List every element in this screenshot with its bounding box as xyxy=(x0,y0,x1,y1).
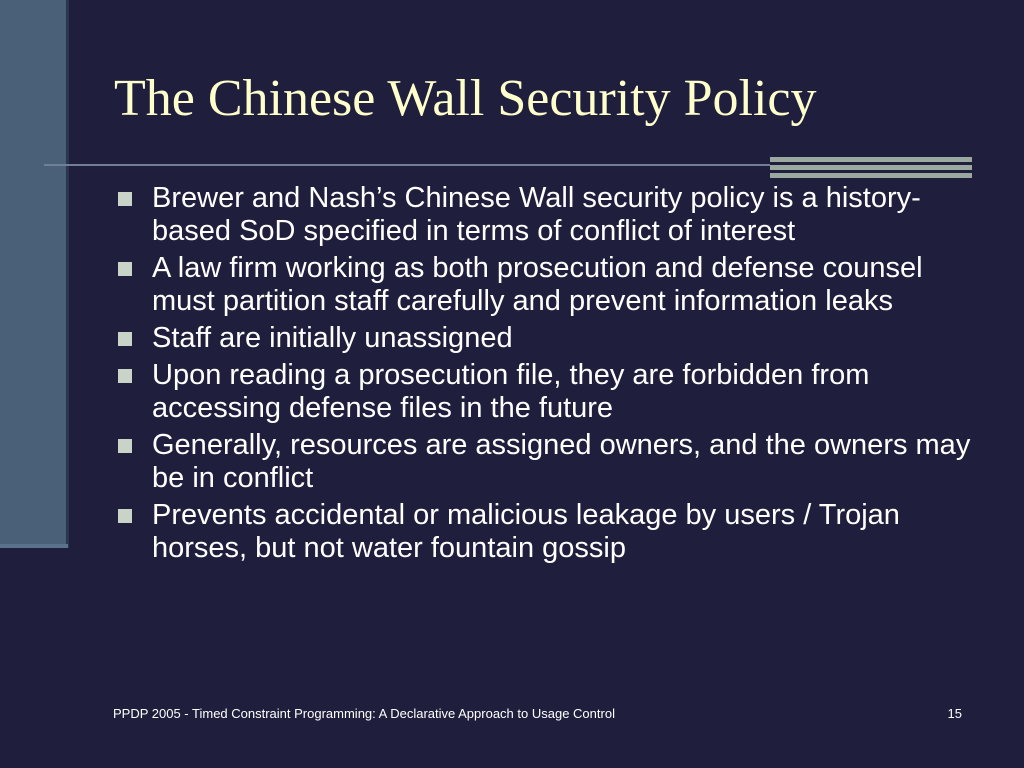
bullet-item xyxy=(116,322,976,355)
bullet-item xyxy=(116,499,976,565)
title-divider-stripes xyxy=(770,157,972,179)
bullet-list xyxy=(116,182,976,569)
left-accent-bar-edge xyxy=(66,0,69,548)
bullet-text: Upon reading a prosecution file, they are forbidden from accessing defense files in the future xyxy=(152,359,870,424)
bullet-item xyxy=(116,252,976,318)
square-bullet-icon xyxy=(118,192,132,206)
bullet-text: Prevents accidental or malicious leakage by users / Trojan horses, but not water fountain gossip xyxy=(152,499,900,564)
bullet-text: A law firm working as both prosecution and defense counsel must partition staff carefully and prevent information leaks xyxy=(152,252,923,317)
bullet-text: Brewer and Nash’s Chinese Wall security policy is a history-based SoD specified in terms of conflict of interest xyxy=(152,182,921,247)
left-accent-bar-bottom xyxy=(0,544,68,548)
divider-stripe xyxy=(770,165,972,170)
divider-stripe xyxy=(770,173,972,178)
bullet-text: Generally, resources are assigned owners, and the owners may be in conflict xyxy=(152,429,971,494)
square-bullet-icon xyxy=(118,332,132,346)
bullet-item xyxy=(116,429,976,495)
square-bullet-icon xyxy=(118,262,132,276)
bullet-item xyxy=(116,182,976,248)
slide-title: The Chinese Wall Security Policy xyxy=(114,70,817,127)
divider-stripe xyxy=(770,157,972,162)
page-number: 15 xyxy=(947,706,962,721)
square-bullet-icon xyxy=(118,439,132,453)
title-divider xyxy=(44,164,770,166)
square-bullet-icon xyxy=(118,369,132,383)
bullet-item xyxy=(116,359,976,425)
left-accent-bar xyxy=(0,0,66,544)
bullet-text: Staff are initially unassigned xyxy=(152,322,513,354)
square-bullet-icon xyxy=(118,509,132,523)
slide-footer: PPDP 2005 - Timed Constraint Programming: A Declarative Approach to Usage Control xyxy=(113,706,615,721)
